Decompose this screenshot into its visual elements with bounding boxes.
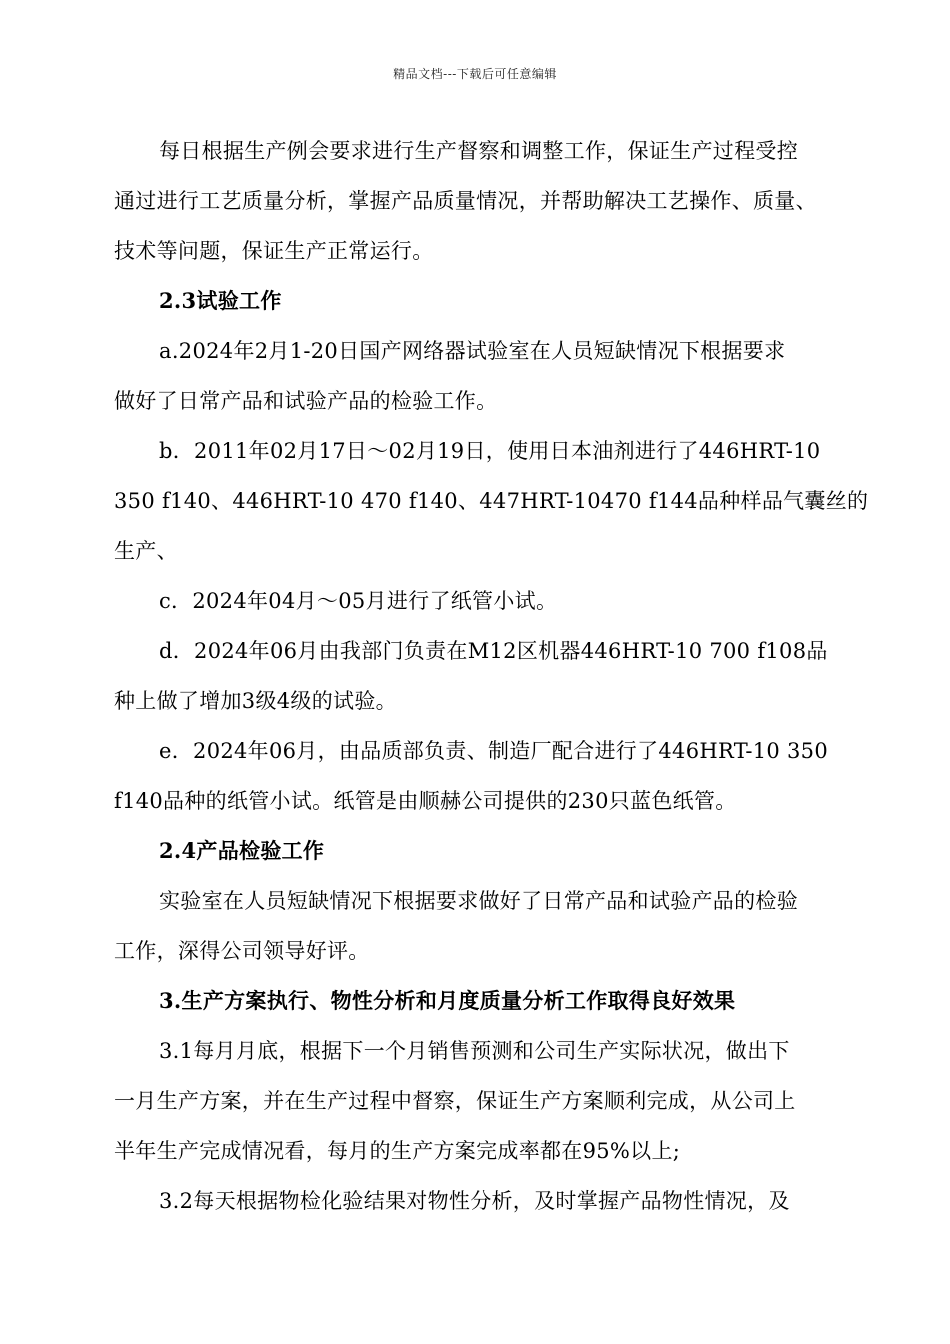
page-header: 精品文档---下载后可任意编辑: [393, 67, 557, 81]
paragraph-line: 半年生产完成情况看，每月的生产方案完成率都在95%以上;: [114, 1139, 681, 1163]
paragraph-line: 种上做了增加3级4级的试验。: [114, 689, 397, 713]
paragraph-line: 350 f140、446HRT-10 470 f140、447HRT-10470 f144品种样品气囊丝的: [114, 489, 869, 513]
paragraph-line: 每日根据生产例会要求进行生产督察和调整工作，保证生产过程受控: [159, 139, 798, 163]
paragraph-line: 生产、: [114, 539, 178, 563]
paragraph-line: 3.1每月月底，根据下一个月销售预测和公司生产实际状况，做出下: [159, 1039, 790, 1063]
paragraph-line: 一月生产方案，并在生产过程中督察，保证生产方案顺利完成，从公司上: [114, 1089, 796, 1113]
paragraph-line: 3.2每天根据物检化验结果对物性分析，及时掌握产品物性情况，及: [159, 1189, 790, 1213]
paragraph-line: 实验室在人员短缺情况下根据要求做好了日常产品和试验产品的检验: [159, 889, 798, 913]
section-heading: 2.4产品检验工作: [159, 838, 325, 863]
paragraph-line: 通过进行工艺质量分析，掌握产品质量情况，并帮助解决工艺操作、质量、: [114, 189, 817, 213]
paragraph-line: 做好了日常产品和试验产品的检验工作。: [114, 389, 498, 413]
paragraph-line: b．2011年02月17日～02月19日，使用日本油剂进行了446HRT-10: [159, 439, 821, 463]
section-heading: 2.3试验工作: [159, 288, 282, 313]
document-body: [114, 126, 869, 1226]
paragraph-line: f140品种的纸管小试。纸管是由顺赫公司提供的230只蓝色纸管。: [114, 789, 737, 813]
paragraph-line: 技术等问题，保证生产正常运行。: [114, 239, 434, 263]
paragraph-line: c．2024年04月～05月进行了纸管小试。: [159, 589, 558, 613]
paragraph-line: a.2024年2月1-20日国产网络器试验室在人员短缺情况下根据要求: [159, 339, 786, 363]
paragraph-line: d．2024年06月由我部门负责在M12区机器446HRT-10 700 f108品: [159, 639, 828, 663]
paragraph-line: e．2024年06月，由品质部负责、制造厂配合进行了446HRT-10 350: [159, 739, 829, 763]
section-heading: 3.生产方案执行、物性分析和月度质量分析工作取得良好效果: [159, 988, 736, 1013]
paragraph-line: 工作，深得公司领导好评。: [114, 939, 370, 963]
